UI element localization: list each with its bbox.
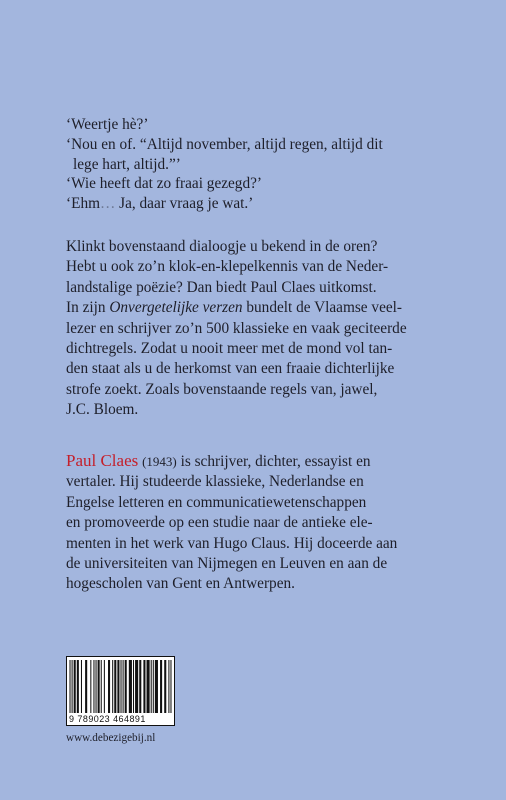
barcode-bar xyxy=(151,660,152,713)
barcode-bar xyxy=(108,660,110,713)
barcode-bar xyxy=(168,660,169,713)
bio-line: menten in het werk van Hugo Claus. Hij doceerde aan xyxy=(66,534,398,552)
quote-line: lege hart, altijd.”’ xyxy=(73,155,181,173)
author-birth-year: (1943) xyxy=(142,454,177,469)
publisher-website: www.debezigebij.nl xyxy=(66,732,156,744)
barcode-bar xyxy=(164,660,166,713)
barcode-bar xyxy=(123,660,124,713)
barcode-bar xyxy=(135,660,138,713)
blurb-line xyxy=(66,298,446,318)
barcode-bar xyxy=(72,660,73,713)
quote-text: ‘Ehm xyxy=(66,195,100,213)
bio-line: vertaler. Hij studeerde klassieke, Nederlandse en xyxy=(66,473,364,491)
barcode-bar xyxy=(147,660,150,713)
barcode-bar xyxy=(101,660,102,713)
bio-line: hogescholen van Gent en Antwerpen. xyxy=(66,575,295,593)
blurb-line: strofe zoekt. Zoals bovenstaande regels van, jawel, xyxy=(66,380,378,398)
author-bio xyxy=(66,451,446,595)
quote-line: ‘Wie heeft dat zo fraai gezegd?’ xyxy=(66,175,262,193)
book-title: Onvergetelijke verzen xyxy=(109,299,243,317)
quote-line: ‘Nou en of. “Altijd november, altijd regen, altijd dit xyxy=(66,135,383,153)
isbn-number: 9 789023 464891 xyxy=(69,714,146,724)
barcode-bar xyxy=(70,660,71,713)
blurb-line: Hebt u ook zo’n klok-en-klepelkennis van de Neder- xyxy=(66,258,389,276)
barcode-bar xyxy=(98,660,100,713)
blurb-text: bundelt de Vlaamse veel- xyxy=(242,299,402,317)
barcode-bar xyxy=(77,660,79,713)
barcode-bar xyxy=(104,660,105,713)
barcode-bar xyxy=(74,660,76,713)
blurb-line: Klinkt bovenstaand dialoogje u bekend in de oren? xyxy=(66,238,378,255)
blurb-line: J.C. Bloem. xyxy=(66,401,139,419)
barcode-bar xyxy=(160,660,162,713)
barcode-bar xyxy=(81,660,82,713)
blurb-paragraph xyxy=(66,237,446,421)
barcode-bar xyxy=(153,660,154,713)
blurb-line: dichtregels. Zodat u nooit meer met de mond vol tan- xyxy=(66,340,393,358)
blurb-text: In zijn xyxy=(66,299,110,317)
barcode-bar xyxy=(170,660,171,713)
dialogue-quote xyxy=(66,115,446,214)
blurb-line: den staat als u de herkomst van een fraaie dichterlijke xyxy=(66,360,395,378)
barcode-bar xyxy=(121,660,122,713)
barcode-bar xyxy=(90,660,91,713)
quote-ellipsis: … xyxy=(100,195,116,213)
barcode-bar xyxy=(129,660,132,713)
quote-text: Ja, daar vraag je wat.’ xyxy=(115,195,254,213)
blurb-line: landstalige poëzie? Dan biedt Paul Claes uitkomst. xyxy=(66,278,377,296)
bio-line: Engelse letteren en communicatiewetenschappen xyxy=(66,493,367,511)
blurb-line: lezer en schrijver zo’n 500 klassieke en vaak geciteerde xyxy=(66,319,407,337)
quote-line xyxy=(66,194,446,214)
barcode-bar xyxy=(155,660,158,713)
barcode-bar xyxy=(85,660,87,713)
barcode-bar xyxy=(114,660,116,713)
quote-line: ‘Weertje hè?’ xyxy=(66,116,149,133)
barcode-bar xyxy=(117,660,119,713)
bio-line: en promoveerde op een studie naar de antieke ele- xyxy=(66,514,373,532)
barcode-bar xyxy=(139,660,141,713)
barcode-bar xyxy=(125,660,127,713)
bio-text: is schrijver, dichter, essayist en xyxy=(176,453,371,470)
barcode-bar xyxy=(112,660,113,713)
barcode-bar xyxy=(143,660,145,713)
isbn-barcode xyxy=(66,656,175,726)
bio-line: de universiteiten van Nijmegen en Leuven en aan de xyxy=(66,555,388,573)
barcode-bar xyxy=(93,660,94,713)
bio-line xyxy=(66,451,446,472)
barcode-bar xyxy=(96,660,97,713)
author-name: Paul Claes xyxy=(66,451,139,470)
barcode-bar xyxy=(133,660,134,713)
